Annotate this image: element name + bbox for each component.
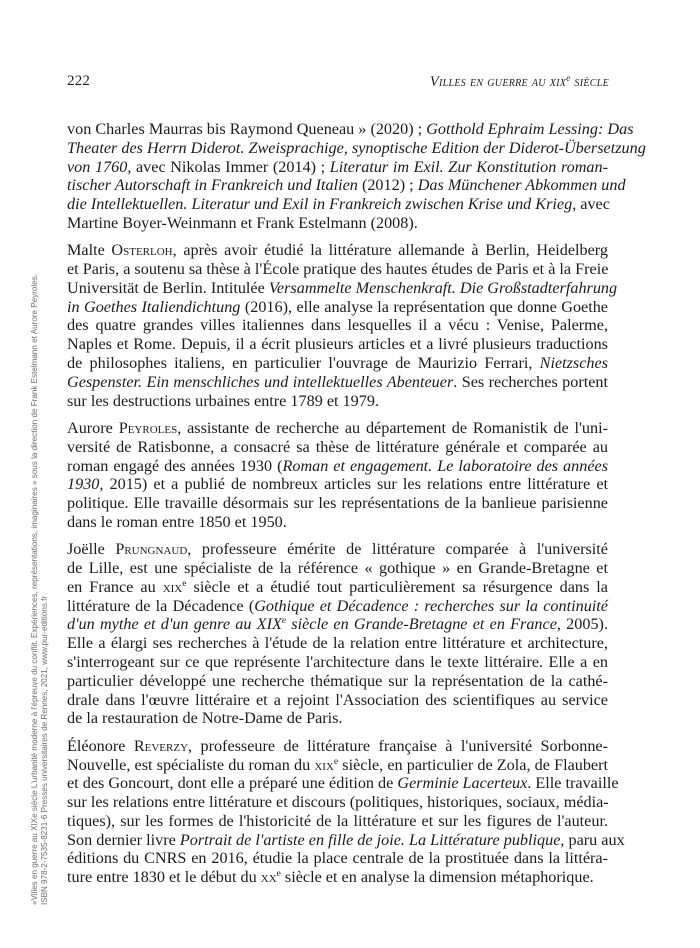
running-head: [430, 73, 609, 91]
text-line: [67, 176, 626, 195]
author-surname: Reverzy: [133, 736, 189, 755]
text-segment: . Elle travaille: [527, 774, 619, 793]
text-line: [67, 298, 608, 317]
text-line: [67, 354, 608, 373]
text-segment: Joëlle: [67, 540, 116, 559]
text-line: [67, 513, 608, 532]
text-line: [67, 278, 618, 298]
contributor-paragraph: [67, 736, 625, 887]
text-line: [67, 578, 608, 597]
text-line: [67, 691, 608, 710]
contributor-paragraph: [67, 419, 608, 532]
italic-title: Das Münchener Abkommen und: [417, 176, 626, 195]
text-segment: Aurore: [67, 418, 119, 437]
text-segment: des quatre grandes villes italiennes dans lesquelles il a vécu : Venise, Palerme,: [67, 316, 608, 335]
italic-title: Theater des Herrn Diderot. Zweisprachige, synoptische Edition der Diderot-Übersetzung: [67, 138, 646, 157]
running-head-suffix: siècle: [570, 74, 609, 90]
text-segment: littérature de la Décadence (: [67, 596, 255, 615]
text-line: [67, 373, 608, 392]
italic-title: die Intellektuellen. Literatur und Exil in Frankreich zwischen Krise und Krieg: [67, 195, 573, 214]
text-line: [67, 260, 608, 279]
text-line: [67, 653, 608, 672]
author-surname: xix: [162, 577, 183, 596]
author-surname: xx: [260, 868, 277, 887]
text-line: [67, 793, 608, 812]
italic-title: von 1760: [67, 157, 128, 176]
italic-title: Gotthold Ephraim Lessing: Das: [426, 120, 634, 138]
copyright-side-note: [30, 273, 50, 905]
italic-title: Nietzsches: [539, 354, 608, 373]
text-segment: s'interrogeant sur ce que représente l'architecture dans le texte littéraire. Elle a en: [67, 653, 608, 672]
text-segment: (2016), elle analyse la représentation que donne Goethe: [240, 297, 608, 316]
text-segment: Son dernier livre: [67, 830, 180, 849]
text-line: [67, 138, 646, 158]
italic-title: Roman et engagement. Le laboratoire des années: [282, 456, 608, 475]
superscript: e: [281, 616, 287, 627]
italic-title: Versammelte Menschenkraft. Die Großstadterfahrung: [268, 278, 618, 297]
contributor-paragraph: [67, 241, 618, 410]
text-line: [67, 316, 608, 335]
text-segment: de Lille, est une spécialiste de la référence « gothique » en Grande-Bretagne et: [67, 559, 608, 578]
text-segment: (2012) ;: [357, 176, 418, 195]
text-line: [67, 475, 608, 494]
text-segment: de la restauration de Notre-Dame de Paris.: [67, 709, 343, 728]
contributor-paragraph: [67, 540, 608, 728]
side-note-line-1: «Villes en guerre au XIXe siècle L'urbanité moderne à l'épreuve du conflit. Expériences, représentations, imaginaires » sous la direction de Frank Estelmann et Aurore Peyroles.: [30, 273, 39, 905]
text-segment: en France au: [67, 577, 163, 596]
text-segment: Naples et Rome. Depuis, il a écrit plusieurs articles et a livré plusieurs traductions: [67, 335, 608, 354]
text-line: [67, 158, 608, 177]
text-segment: , après avoir étudié la littérature allemande à Berlin, Heidelberg: [172, 241, 608, 260]
text-segment: siècle, en particulier de Zola, de Flaubert: [338, 755, 609, 774]
contributor-paragraph: [67, 120, 646, 233]
running-head-title: Villes en guerre au xix: [429, 74, 567, 90]
text-segment: Martine Boyer-Weinmann et Frank Estelmann (2008).: [67, 213, 418, 232]
text-segment: de philosophes italiens, en particulier l'ouvrage de Maurizio Ferrari,: [67, 354, 540, 373]
superscript: e: [182, 578, 187, 589]
text-segment: , avec: [572, 195, 610, 214]
text-segment: éditions du CNRS en 2016, étudie la place centrale de la prostituée dans la littéra-: [67, 849, 608, 868]
italic-title: siècle en Grande-Bretagne et en France: [286, 615, 557, 634]
text-line: [67, 615, 608, 634]
text-line: [67, 830, 625, 850]
text-line: [67, 849, 608, 868]
text-line: [67, 335, 608, 354]
contributors-body: [67, 120, 646, 896]
text-line: [67, 597, 608, 616]
italic-title: tischer Autorschaft in Frankreich und Italien: [67, 176, 358, 195]
text-segment: politique. Elle travaille désormais sur les représentations de la banlieue parisienne: [67, 494, 608, 513]
text-segment: , assistante de recherche au département de Romanistik de l'uni-: [177, 418, 608, 437]
italic-title: Literatur im Exil. Zur Konstitution roman-: [329, 157, 609, 176]
text-segment: sur les relations entre littérature et discours (politiques, historiques, sociaux, média-: [67, 793, 609, 812]
italic-title: Gespenster. Ein menschliches und intellektuelles Abenteuer: [67, 372, 454, 391]
author-surname: xix: [314, 755, 334, 774]
text-segment: Elle a élargi ses recherches à l'étude de la relation entre littérature et architecture,: [67, 634, 608, 653]
text-line: [67, 672, 608, 691]
text-segment: dans le roman entre 1850 et 1950.: [67, 512, 287, 531]
text-line: [67, 195, 608, 214]
text-segment: Nouvelle, est spécialiste du roman du: [67, 755, 315, 774]
text-segment: von Charles Maurras bis Raymond Queneau » (2020) ;: [67, 120, 427, 138]
text-line: [67, 709, 608, 728]
page-number: 222: [67, 73, 91, 89]
text-segment: , avec Nikolas Immer (2014) ;: [127, 157, 330, 176]
text-line: [67, 120, 634, 139]
text-segment: roman engagé des années 1930 (: [67, 456, 283, 475]
text-line: [67, 774, 619, 793]
text-segment: siècle et en analyse la dimension métaphorique.: [280, 868, 594, 887]
text-segment: Malte: [67, 241, 112, 260]
text-segment: Universität de Berlin. Intitulée: [67, 278, 269, 297]
text-line: [67, 540, 608, 559]
author-surname: Peyroles: [118, 418, 178, 437]
text-line: [67, 241, 608, 260]
text-line: [67, 494, 608, 513]
running-head-superscript: e: [566, 73, 571, 83]
text-segment: particulier développé une recherche thématique sur la représentation de la cathé-: [67, 671, 608, 690]
text-segment: versité de Ratisbonne, a consacré sa thèse de littérature générale et comparée au: [67, 437, 608, 456]
superscript: e: [276, 869, 281, 880]
text-line: [67, 756, 608, 775]
text-line: [67, 457, 608, 476]
italic-title: Gothique et Décadence : recherches sur la continuité: [254, 596, 608, 615]
superscript: e: [333, 756, 339, 767]
text-line: [67, 419, 608, 438]
author-surname: Prungnaud: [115, 540, 188, 559]
text-segment: et Paris, a soutenu sa thèse à l'École pratique des hautes études de Paris et à la Freie: [67, 260, 609, 279]
text-segment: sur les destructions urbaines entre 1789 et 1979.: [67, 391, 379, 410]
text-line: [67, 214, 608, 233]
italic-title: in Goethes Italiendichtung: [67, 297, 241, 316]
italic-title: Germinie Lacerteux: [397, 774, 528, 793]
text-segment: , professeure émérite de littérature comparée à l'université: [187, 540, 608, 559]
text-segment: ture entre 1830 et le début du: [67, 868, 261, 887]
text-line: [67, 438, 608, 457]
italic-title: 1930,: [67, 475, 104, 494]
text-segment: , professeure de littérature française à l'université Sorbonne-: [188, 736, 608, 755]
text-line: [67, 559, 608, 578]
text-segment: siècle et a étudié tout particulièrement sa résurgence dans la: [186, 577, 608, 596]
text-line: [67, 737, 608, 756]
text-line: [67, 634, 608, 653]
text-segment: et des Goncourt, dont elle a préparé une édition de: [67, 774, 398, 793]
author-surname: Osterloh: [111, 241, 173, 260]
text-line: [67, 868, 608, 887]
text-segment: drale dans l'œuvre littéraire et a rejoint l'Association des scientifiques au service: [67, 690, 608, 709]
text-segment: tiques), sur les formes de l'historicité de la littérature et sur les figures de l'auteur.: [67, 811, 608, 830]
text-segment: Éléonore: [67, 736, 134, 755]
side-note-line-2: ISBN 978-2-7535-8231-6 Presses universitaires de Rennes, 2021, www.pur-editions.fr: [40, 595, 49, 905]
text-segment: 2015) et a publié de nombreux articles sur les relations entre littérature et: [103, 475, 608, 494]
text-segment: . Ses recherches portent: [453, 372, 609, 391]
italic-title: Portrait de l'artiste en fille de joie. La Littérature publique: [179, 830, 561, 849]
text-line: [67, 812, 608, 831]
text-line: [67, 392, 608, 411]
text-segment: , paru aux: [560, 830, 625, 849]
text-segment: , 2005).: [556, 615, 608, 634]
italic-title: d'un mythe et d'un genre au XIX: [67, 615, 282, 634]
